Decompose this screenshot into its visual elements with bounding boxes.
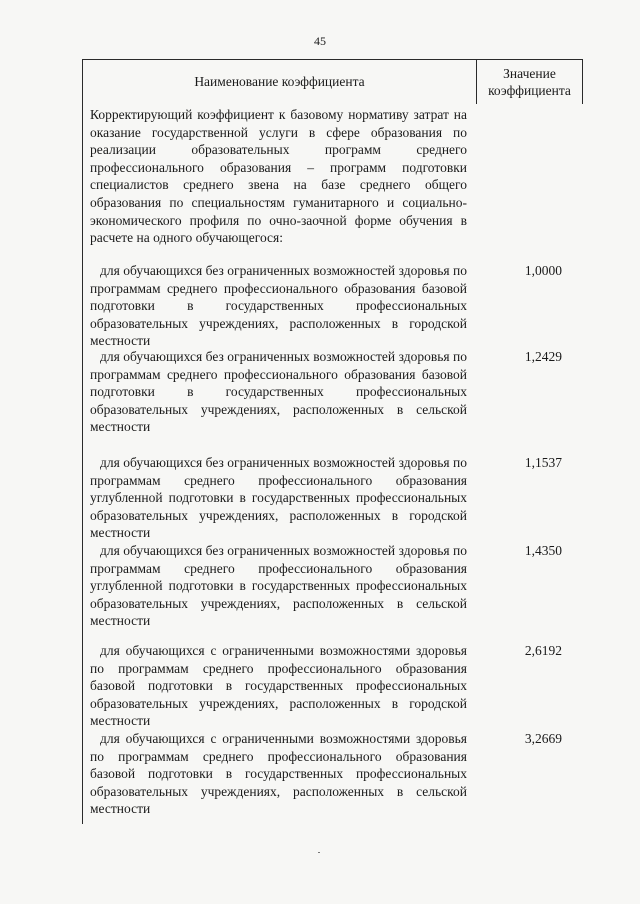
row-1-text: для обучающихся без ограниченных возможностей здоровья по программам среднего профессионального образования базовой подготовки в государственных профессиональных образовательных учреждениях, расположенных в городской местности [90,263,467,349]
header-name-column: Наименование коэффициента [194,74,365,89]
intro-paragraph: Корректирующий коэффициент к базовому нормативу затрат на оказание государственной услуги в сфере образования по реализации образовательных программ среднего профессионального образования – программ подготовки специалистов среднего звена на базе среднего общего образования по специальностям гуманитарного и социально-экономического профиля по очно-заочной форме обучения в расчете на одного обучающегося: [90,107,467,246]
page-number: 45 [314,34,326,48]
row-6-text: для обучающихся с ограниченными возможностями здоровья по программам среднего профессионального образования базовой подготовки в государственных профессиональных образовательных учреждениях, расположенных в сельской местности [90,731,467,817]
row-1-value: 1,0000 [524,263,562,278]
header-value-line2: коэффициента [488,83,571,98]
row-3-value: 1,1537 [524,455,562,470]
table-header [82,59,583,104]
row-5-value: 2,6192 [524,643,562,658]
row-5-text: для обучающихся с ограниченными возможностями здоровья по программам среднего профессионального образования базовой подготовки в государственных профессиональных образовательных учреждениях, расположенных в городской местности [90,643,467,729]
row-3-text: для обучающихся без ограниченных возможностей здоровья по программам среднего профессионального образования углубленной подготовки в государственных профессиональных образовательных учреждениях, расположенных в городской местности [90,455,467,541]
row-2-text: для обучающихся без ограниченных возможностей здоровья по программам среднего профессионального образования базовой подготовки в государственных профессиональных образовательных учреждениях, расположенных в сельской местности [90,349,467,435]
row-4-text: для обучающихся без ограниченных возможностей здоровья по программам среднего профессионального образования углубленной подготовки в государственных профессиональных образовательных учреждениях, расположенных в сельской местности [90,543,467,629]
scan-speck [318,852,320,853]
row-2-value: 1,2429 [524,349,562,364]
header-value-line1: Значение [503,66,556,81]
row-4-value: 1,4350 [524,543,562,558]
row-6-value: 3,2669 [524,731,562,746]
header-value-column [477,60,582,104]
